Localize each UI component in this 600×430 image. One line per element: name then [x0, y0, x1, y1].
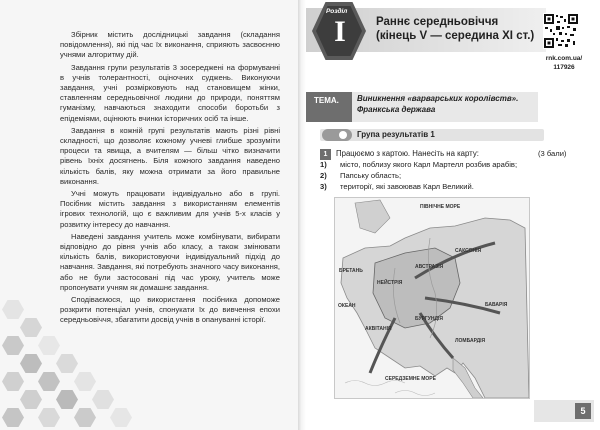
hexagon-decor [74, 372, 96, 391]
map-label: ЛОМБАРДІЯ [455, 338, 486, 344]
qr-number: 117926 [553, 64, 575, 71]
option-text: території, які завоював Карл Великий. [340, 182, 474, 191]
left-page [0, 0, 298, 430]
book-gutter [298, 0, 306, 430]
hexagon-decor [20, 354, 42, 373]
option-number: 3) [320, 182, 327, 191]
map-label: БАВАРІЯ [485, 302, 508, 308]
qr-code[interactable] [543, 13, 579, 49]
task-option [320, 182, 474, 191]
task-option [320, 160, 517, 169]
option-number: 1) [320, 160, 327, 169]
map-label: СЕРЕДЗЕМНЕ МОРЕ [385, 376, 436, 382]
qr-code-icon [543, 13, 579, 49]
task-option [320, 171, 401, 180]
paragraph: Збірник містить дослідницькі завдання (складання повідомлення), які під час їх виконання, сприяють засвоєнню учнями алгоритму дій. [60, 30, 280, 60]
map-label: АВСТРАЗІЯ [415, 264, 444, 270]
map-drawing [335, 198, 529, 398]
theme-tag: ТЕМА. [314, 96, 339, 105]
hexagon-decor [2, 336, 24, 355]
historical-map[interactable] [334, 197, 530, 399]
hexagon-decor [74, 408, 96, 427]
map-label: САКСОНІЯ [455, 248, 482, 254]
paragraph: Завдання в кожній групі результатів мають різні рівні складності, що дозволяє кожному учневі глибше зрозуміти процеси та явища, а вчителям — більш чітко визначити рівень їхніх досягнень. Біля кожного завдання наведено кількість балів, яку можна отримати за його правильне виконання. [60, 125, 280, 186]
option-number: 2) [320, 171, 327, 180]
map-label: ОКЕАН [338, 303, 356, 309]
option-text: місто, поблизу якого Карл Мартелл розбив арабів; [340, 160, 518, 169]
right-page [306, 0, 600, 430]
hexagon-decor [2, 408, 24, 427]
hexagon-decor [110, 408, 132, 427]
left-page-text [60, 30, 280, 328]
map-label: АКВІТАНІЯ [365, 326, 392, 332]
hexagon-decor [38, 408, 60, 427]
theme-title: Виникнення «варварських королівств». Франкська держава [357, 94, 519, 114]
hexagon-decor [38, 336, 60, 355]
section-number: I [334, 15, 346, 48]
hexagon-decor [20, 390, 42, 409]
group-toggle-icon [322, 129, 352, 141]
hexagon-decor [56, 390, 78, 409]
page-number: 5 [575, 403, 591, 419]
task-points: (3 бали) [538, 149, 567, 158]
map-label: БРЕТАНЬ [339, 268, 363, 274]
task-number: 1 [320, 149, 331, 160]
hexagon-decor [20, 318, 42, 337]
section-label: Розділ [326, 8, 348, 15]
chapter-title: Раннє середньовіччя (кінець V — середина XI ст.) [376, 16, 535, 42]
hexagon-decor [2, 300, 24, 319]
hexagon-decor [38, 372, 60, 391]
map-label: ПІВНІЧНЕ МОРЕ [420, 204, 461, 210]
qr-url: rnk.com.ua/ [545, 55, 583, 62]
hexagon-decor [2, 372, 24, 391]
paragraph: Наведені завдання учитель може комбінувати, вибирати відповідно до рівня учнів або класу, а також змінювати кількість балів, використовуючи індивідуальний підхід до навчання. Завдання, які потребують значного часу виконання, або не були застосовані під час уроку, учитель може пропонувати учням як домашнє завдання. [60, 231, 280, 292]
paragraph: Завдання групи результатів 3 зосереджені на формуванні в учнів толерантності, оціночних суджень. Виконуючи завдання, учні розмірковують над становищем жінки, ставленням середньовічної людини до природи, поняттям гуманізму, навчаються знаходити способи боротьби з епідеміями, оцінюють вчинки історичних осіб та інше. [60, 62, 280, 123]
map-label: НЕЙСТРІЯ [377, 280, 403, 286]
hexagon-decor [92, 390, 114, 409]
group-toggle-dot [339, 131, 347, 139]
paragraph: Сподіваємося, що використання посібника допоможе розкрити потенціал учнів, спонукати їх до вивчення епохи середньовіччя, збагатити досвід учнів в опануванні історії. [60, 295, 280, 325]
group-label: Група результатів 1 [357, 130, 435, 139]
task-text: Працюємо з картою. Нанесіть на карту: [336, 149, 479, 158]
paragraph: Учні можуть працювати індивідуально або в групі. Посібник містить завдання з використанням елементів ігрових технологій, що є важливим для учнів 5-х класів у розвитку інтересу до навчання. [60, 189, 280, 229]
hexagon-decor [56, 354, 78, 373]
map-label: БУРГУНДІЯ [415, 316, 444, 322]
option-text: Папську область; [340, 171, 402, 180]
